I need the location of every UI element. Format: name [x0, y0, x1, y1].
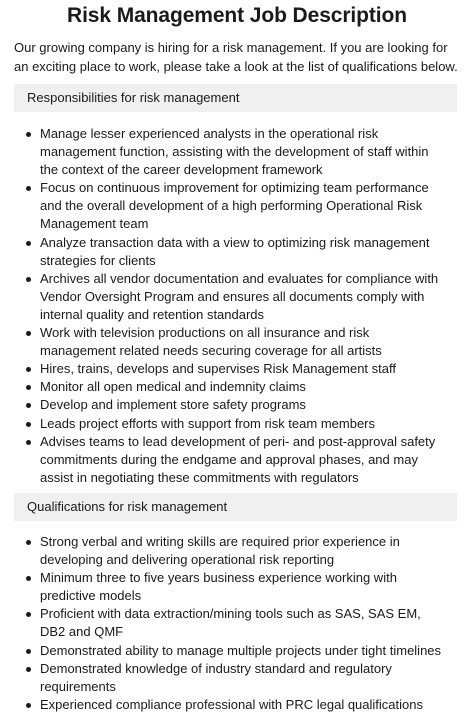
list-item [22, 125, 442, 179]
responsibilities-list [22, 125, 442, 487]
list-item [22, 234, 442, 270]
bullet-icon [26, 612, 31, 617]
bullet-icon [26, 385, 31, 390]
list-item [22, 642, 442, 660]
list-item-text: Manage lesser experienced analysts in the operational risk management function, assisting with the development of staff within the context of the career development framework [40, 126, 429, 178]
bullet-icon [26, 440, 31, 445]
list-item [22, 179, 442, 233]
list-item-text: Proficient with data extraction/mining tools such as SAS, SAS EM, DB2 and QMF [40, 606, 421, 640]
list-item [22, 360, 442, 378]
list-item [22, 378, 442, 396]
qualifications-list [22, 533, 442, 714]
list-item-text: Advises teams to lead development of peri- and post-approval safety commitments during the endgame and approval phases, and may assist in negotiating these commitments with regulators [40, 433, 436, 485]
list-item-text: Archives all vendor documentation and evaluates for compliance with Vendor Oversight Program and ensures all documents comply with internal quality and retention standards [40, 270, 439, 322]
qualifications-heading: Qualifications for risk management [14, 493, 457, 521]
bullet-icon [26, 649, 31, 654]
list-item [22, 433, 442, 487]
bullet-icon [26, 277, 31, 282]
list-item-text: Strong verbal and writing skills are required prior experience in developing and delivering operational risk reporting [40, 534, 400, 568]
list-item [22, 569, 442, 605]
list-item [22, 696, 442, 714]
bullet-icon [26, 540, 31, 545]
list-item-text: Work with television productions on all insurance and risk management related needs securing coverage for all artists [40, 325, 382, 359]
list-item [22, 660, 442, 696]
bullet-icon [26, 576, 31, 581]
list-item-text: Leads project efforts with support from risk team members [40, 415, 375, 431]
bullet-icon [26, 186, 31, 191]
bullet-icon [26, 331, 31, 336]
list-item-text: Minimum three to five years business experience working with predictive models [40, 570, 397, 604]
list-item [22, 605, 442, 641]
bullet-icon [26, 367, 31, 372]
list-item [22, 324, 442, 360]
bullet-icon [26, 422, 31, 427]
list-item-text: Focus on continuous improvement for optimizing team performance and the overall development of a high performing Operational Risk Management team [40, 180, 429, 232]
intro-paragraph: Our growing company is hiring for a risk management. If you are looking for an exciting place to work, please take a look at the list of qualifications below. [14, 40, 458, 74]
list-item-text: Demonstrated knowledge of industry standard and regulatory requirements [40, 660, 392, 694]
bullet-icon [26, 132, 31, 137]
responsibilities-heading: Responsibilities for risk management [14, 84, 457, 112]
list-item [22, 533, 442, 569]
list-item [22, 396, 442, 414]
list-item-text: Demonstrated ability to manage multiple projects under tight timelines [40, 642, 442, 658]
list-item-text: Analyze transaction data with a view to optimizing risk management strategies for clients [40, 234, 430, 268]
bullet-icon [26, 703, 31, 708]
list-item [22, 415, 442, 433]
list-item-text: Hires, trains, develops and supervises Risk Management staff [40, 361, 396, 377]
list-item-text: Develop and implement store safety programs [40, 397, 306, 413]
list-item [22, 270, 442, 324]
page-title: Risk Management Job Description [67, 4, 407, 27]
list-item-text: Monitor all open medical and indemnity claims [40, 379, 306, 395]
bullet-icon [26, 667, 31, 672]
list-item-text: Experienced compliance professional with PRC legal qualifications [40, 696, 423, 712]
bullet-icon [26, 403, 31, 408]
bullet-icon [26, 241, 31, 246]
